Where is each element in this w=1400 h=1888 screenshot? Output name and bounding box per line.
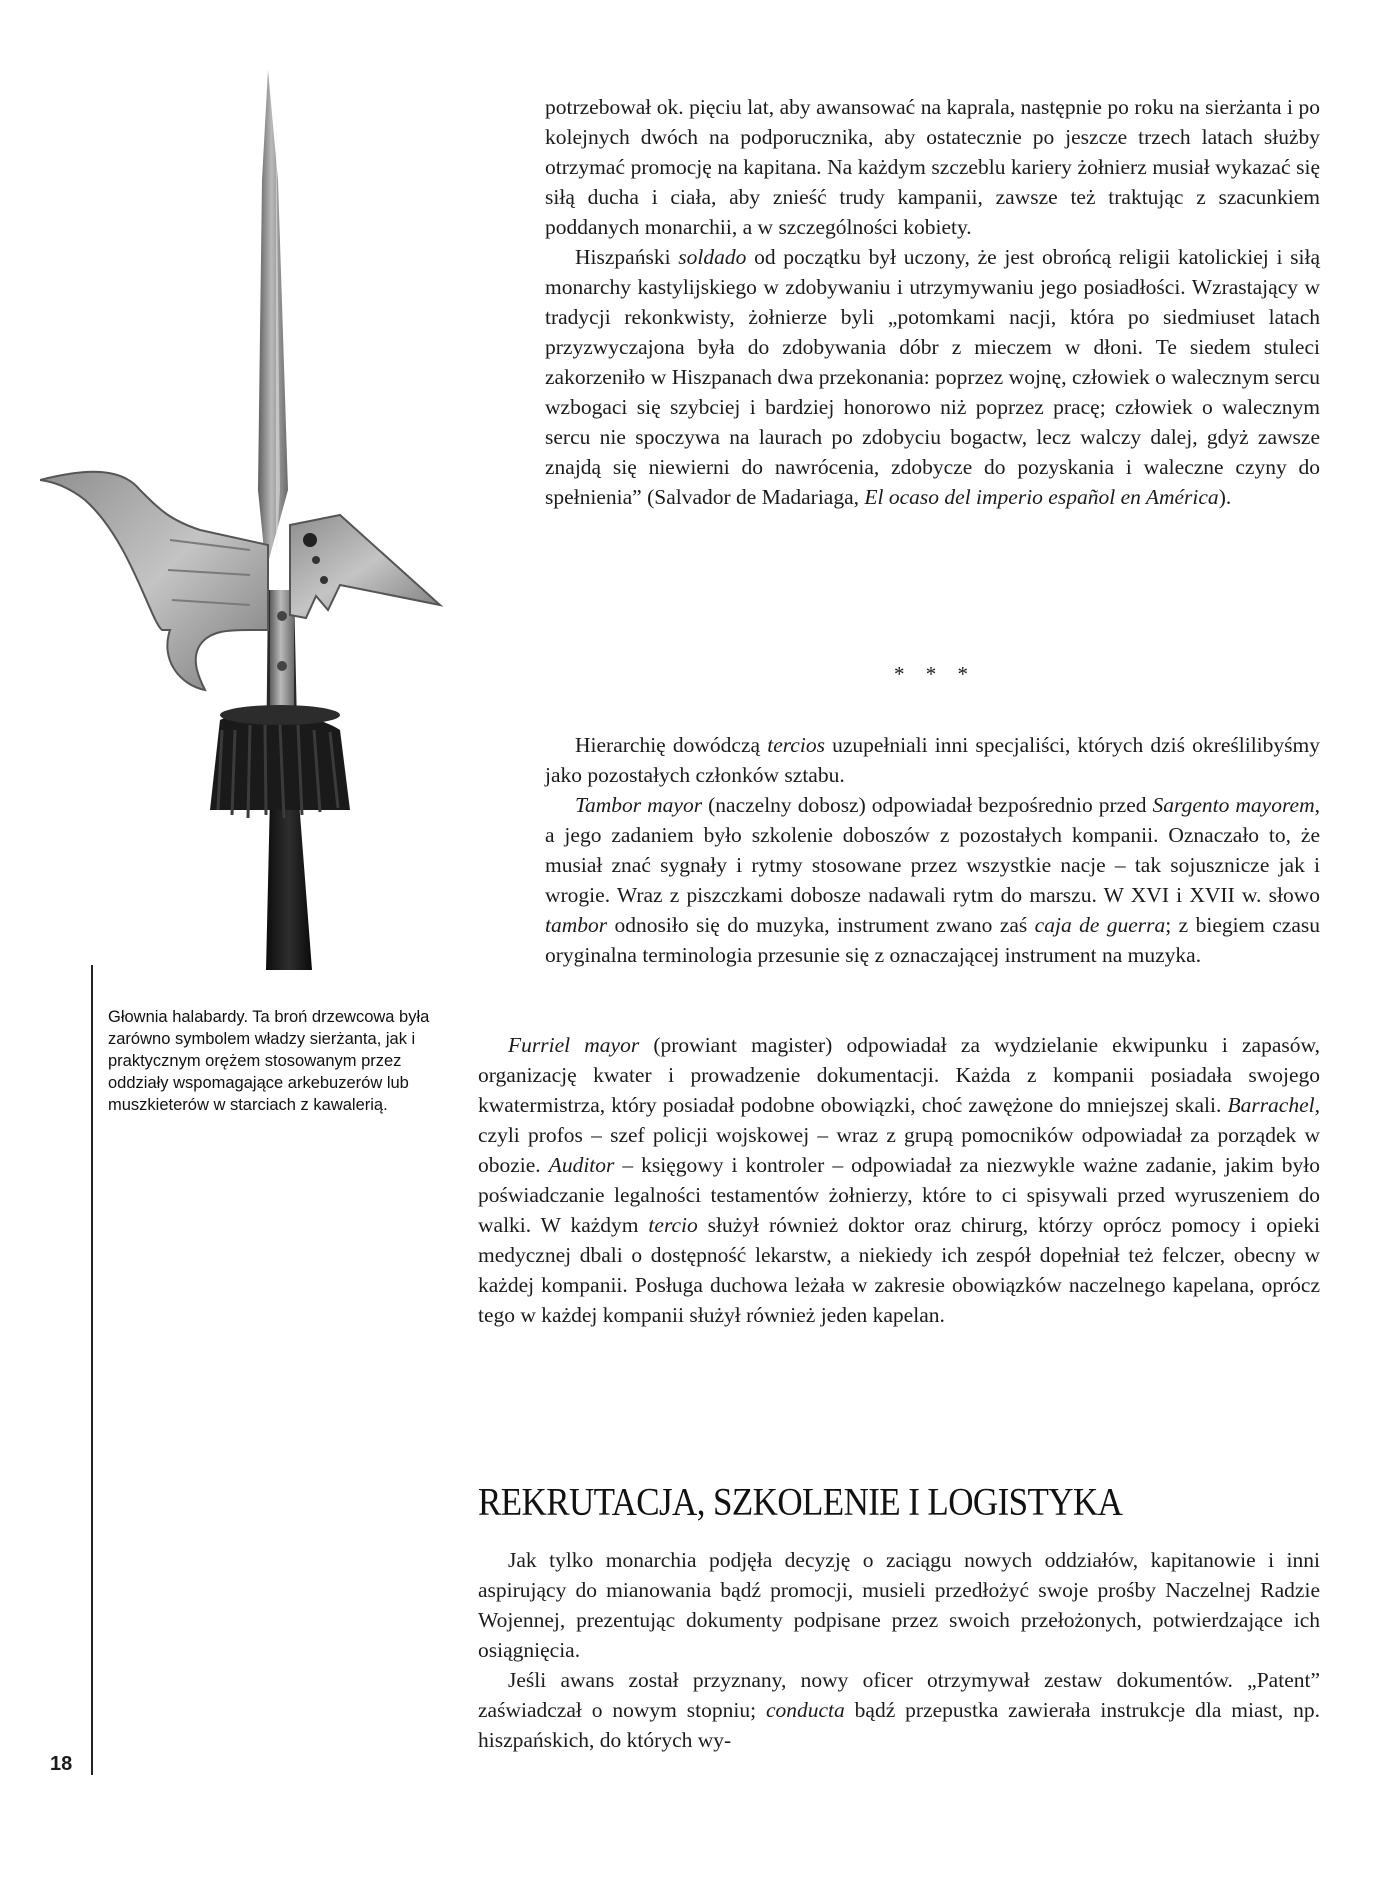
text-block-bottom: [478, 1545, 1320, 1755]
section-separator: * * *: [894, 662, 976, 686]
italic-term: Auditor: [548, 1153, 615, 1177]
italic-term: tambor: [545, 913, 608, 937]
italic-term: caja de guerra: [1034, 913, 1166, 937]
text-run: Jeśli awans został przyznany, nowy oficer otrzymywał zestaw dokumentów. „Patent” zaświadczał o nowym stopniu;: [478, 1668, 1320, 1722]
paragraph: [545, 730, 1320, 790]
text-run: (prowiant magister) odpowiadał za wydzielanie ekwipunku i zapasów, organizację kwater i prowadzenie dokumentacji. Każda z kompanii posiadała swojego kwatermistrza, który posiadał podobne obowiązki, choć zawężone do mniejszej skali.: [478, 1033, 1320, 1117]
column-rule: [91, 965, 93, 1775]
italic-term: tercio: [648, 1213, 698, 1237]
halberd-figure: [40, 70, 490, 970]
italic-term: soldado: [678, 245, 747, 269]
text-run: potrzebował ok. pięciu lat, aby awansować na kaprala, następnie po roku na sierżanta i po kolejnych dwóch na podporucznika, aby ostatecznie po jeszcze trzech latach służby otrzymać promocję na kapitana. Na każdym szczeblu kariery żołnierz musiał wykazać się siłą ducha i ciała, aby znieść trudy kampanii, zawsze też traktując z szacunkiem poddanych monarchii, a w szczególności kobiety.: [545, 95, 1320, 239]
text-block-middle: [545, 730, 1320, 970]
text-run: Hiszpański: [575, 245, 679, 269]
italic-term: tercios: [767, 733, 825, 757]
book-title: El ocaso del imperio español en América: [864, 485, 1219, 509]
section-heading: REKRUTACJA, SZKOLENIE I LOGISTYKA: [478, 1480, 1123, 1524]
text-run: czyli profos – szef policji wojskowej – wraz z grupą pomocników odpowiadał za porządek w obozie.: [478, 1123, 1320, 1177]
italic-term: Furriel mayor: [508, 1033, 640, 1057]
text-run: – księgowy i kontroler – odpowiadał za niezwykle ważne zadanie, jakim było poświadczanie legalności testamentów żołnierzy, które to ci spisywali przed wyruszeniem do walki. W każdym: [478, 1153, 1320, 1237]
text-run: bądź przepustka zawierała instrukcje dla miast, np. hiszpańskich, do których wy-: [478, 1698, 1320, 1752]
paragraph: [545, 790, 1320, 970]
italic-term: Sargento mayorem: [1152, 793, 1315, 817]
text-run: ; z biegiem czasu oryginalna terminologia przesunie się z oznaczającej instrument na muzyka.: [545, 913, 1320, 967]
paragraph: [478, 1030, 1320, 1330]
paragraph: [478, 1665, 1320, 1755]
page-number: 18: [50, 1753, 73, 1775]
text-block-wide: [478, 1030, 1320, 1330]
italic-term: Barrachel,: [1227, 1093, 1320, 1117]
text-run: służył również doktor oraz chirurg, którzy oprócz pomocy i opieki medycznej dbali o dostępność lekarstw, a niekiedy ich zespół dopełniał też felczer, obecny w każdej kompanii. Posługa duchowa leżała w zakresie obowiązków naczelnego kapelana, oprócz tego w każdej kompanii służył również jeden kapelan.: [478, 1213, 1320, 1327]
text-run: ).: [1218, 485, 1232, 509]
text-run: odnosiło się do muzyka, instrument zwano zaś: [607, 913, 1035, 937]
text-run: (naczelny dobosz) odpowiadał bezpośrednio przed: [702, 793, 1153, 817]
text-run: Jak tylko monarchia podjęła decyzję o zaciągu nowych oddziałów, kapitanowie i inni aspirujący do mianowania bądź promocji, musieli przedłożyć swoje prośby Naczelnej Radzie Wojennej, prezentując dokumenty podpisane przez swoich przełożonych, potwierdzające ich osiągnięcia.: [478, 1548, 1320, 1662]
text-run: uzupełniali inni specjaliści, których dziś określilibyśmy jako pozostałych członków sztabu.: [545, 733, 1320, 787]
text-block-top: [545, 92, 1320, 512]
paragraph: [545, 242, 1320, 512]
text-run: Hierarchię dowódczą: [575, 733, 768, 757]
paragraph: [545, 92, 1320, 242]
paragraph: [478, 1545, 1320, 1665]
italic-term: Tambor mayor: [575, 793, 703, 817]
halberd-head-image: [40, 70, 490, 970]
text-run: , a jego zadaniem było szkolenie doboszów z pozostałych kompanii. Oznaczało to, że musiał znać sygnały i rytmy stosowane przez wszystkie nacje – tak sojusznicze jak i wrogie. Wraz z piszczkami dobosze nadawali rytm do marszu. W XVI i XVII w. słowo: [545, 793, 1320, 907]
figure-caption: Głownia halabardy. Ta broń drzewcowa była zarówno symbolem władzy sierżanta, jak i praktycznym orężem stosowanym przez oddziały wspomagające arkebuzerów lub muszkieterów w starciach z kawalerią.: [108, 1008, 430, 1114]
italic-term: conducta: [765, 1698, 845, 1722]
text-run: od początku był uczony, że jest obrońcą religii katolickiej i siłą monarchy kastylijskiego w zdobywaniu i utrzymywaniu jego posiadłości. Wzrastający w tradycji rekonkwisty, żołnierze byli „potomkami nacji, która po siedmiuset latach przyzwyczajona była do zdobywania dóbr z mieczem w dłoni. Te siedem stuleci zakorzeniło w Hiszpanach dwa przekonania: poprzez wojnę, człowiek o walecznym sercu wzbogaci się szybciej i bardziej honorowo niż poprzez pracę; człowiek o walecznym sercu nie spoczywa na laurach po zdobyciu bogactw, lecz walczy dalej, gdyż zawsze znajdą się niewierni do nawrócenia, zdobycze do pozyskania i waleczne czyny do spełnienia” (Salvador de Madariaga,: [545, 245, 1320, 509]
